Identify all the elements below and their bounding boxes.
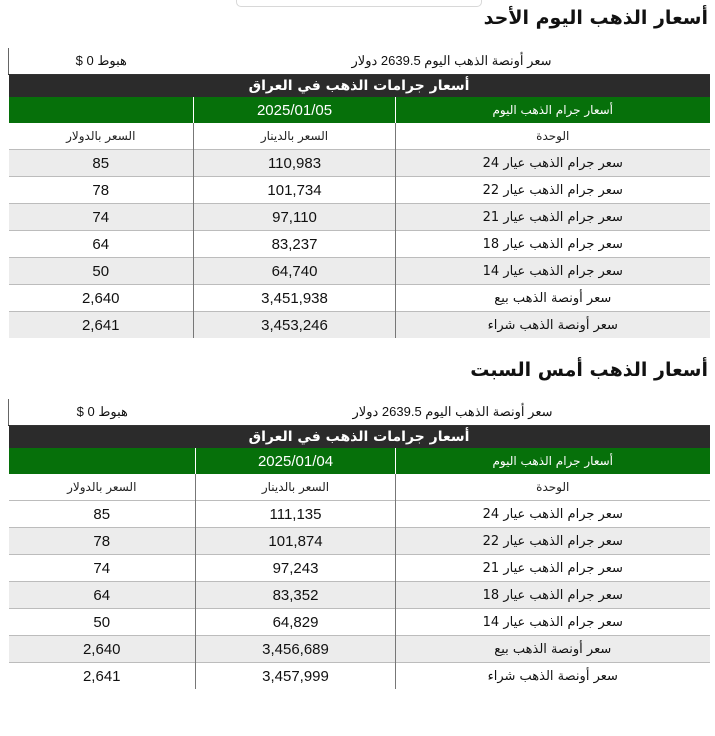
table-row: [9, 555, 710, 582]
green-empty-cell: [9, 448, 196, 474]
table-row: [9, 609, 710, 636]
column-header-dinar: السعر بالدينار: [196, 474, 396, 501]
dinar-price-cell: 64,829: [196, 609, 396, 636]
usd-price-cell: 64: [9, 231, 194, 258]
unit-cell: سعر أونصة الذهب شراء: [396, 312, 710, 339]
section-heading-saturday: أسعار الذهب أمس السبت: [470, 359, 708, 381]
unit-cell: سعر جرام الذهب عيار 21: [396, 204, 710, 231]
date-header-row: [9, 97, 710, 123]
price-change-text: هبوط 0 $: [9, 48, 194, 75]
dinar-price-cell: 111,135: [196, 501, 396, 528]
unit-cell: سعر جرام الذهب عيار 24: [396, 150, 710, 177]
unit-cell: سعر أونصة الذهب بيع: [396, 285, 710, 312]
column-header-usd: السعر بالدولار: [9, 123, 194, 150]
column-header-row: [9, 123, 710, 150]
ounce-price-text: سعر أونصة الذهب اليوم 2639.5 دولار: [194, 48, 710, 75]
unit-cell: سعر جرام الذهب عيار 22: [396, 177, 710, 204]
usd-price-cell: 74: [9, 555, 196, 582]
gram-prices-label: أسعار جرام الذهب اليوم: [396, 97, 710, 123]
unit-cell: سعر جرام الذهب عيار 21: [396, 555, 710, 582]
dinar-price-cell: 110,983: [194, 150, 396, 177]
price-change-text: هبوط 0 $: [9, 399, 196, 426]
unit-cell: سعر جرام الذهب عيار 24: [396, 501, 710, 528]
usd-price-cell: 78: [9, 528, 196, 555]
usd-price-cell: 85: [9, 150, 194, 177]
dinar-price-cell: 3,457,999: [196, 663, 396, 690]
unit-cell: سعر جرام الذهب عيار 18: [396, 231, 710, 258]
dinar-price-cell: 101,874: [196, 528, 396, 555]
gold-prices-table-sunday: [8, 48, 710, 338]
unit-cell: سعر جرام الذهب عيار 14: [396, 609, 710, 636]
section-heading-sunday: أسعار الذهب اليوم الأحد: [483, 7, 708, 29]
column-header-usd: السعر بالدولار: [9, 474, 196, 501]
table-row: [9, 231, 710, 258]
table-row: [9, 204, 710, 231]
dinar-price-cell: 3,451,938: [194, 285, 396, 312]
table-row: [9, 636, 710, 663]
dinar-price-cell: 64,740: [194, 258, 396, 285]
column-header-dinar: السعر بالدينار: [194, 123, 396, 150]
table-title: أسعار جرامات الذهب في العراق: [9, 75, 710, 98]
price-date: 2025/01/05: [194, 97, 396, 123]
ounce-summary-row: [9, 399, 710, 426]
table-row: [9, 663, 710, 690]
price-date: 2025/01/04: [196, 448, 396, 474]
table-title-row: [9, 75, 710, 98]
usd-price-cell: 2,641: [9, 663, 196, 690]
usd-price-cell: 2,640: [9, 285, 194, 312]
date-header-row: [9, 448, 710, 474]
usd-price-cell: 2,641: [9, 312, 194, 339]
unit-cell: سعر أونصة الذهب شراء: [396, 663, 710, 690]
unit-cell: سعر أونصة الذهب بيع: [396, 636, 710, 663]
dinar-price-cell: 83,237: [194, 231, 396, 258]
dinar-price-cell: 3,456,689: [196, 636, 396, 663]
top-search-box-edge[interactable]: [236, 0, 482, 7]
gram-prices-label: أسعار جرام الذهب اليوم: [396, 448, 710, 474]
table-row: [9, 501, 710, 528]
column-header-unit: الوحدة: [396, 474, 710, 501]
ounce-price-text: سعر أونصة الذهب اليوم 2639.5 دولار: [196, 399, 710, 426]
unit-cell: سعر جرام الذهب عيار 22: [396, 528, 710, 555]
column-header-unit: الوحدة: [396, 123, 710, 150]
table-row: [9, 582, 710, 609]
usd-price-cell: 2,640: [9, 636, 196, 663]
usd-price-cell: 50: [9, 609, 196, 636]
dinar-price-cell: 83,352: [196, 582, 396, 609]
table-row: [9, 177, 710, 204]
unit-cell: سعر جرام الذهب عيار 18: [396, 582, 710, 609]
dinar-price-cell: 3,453,246: [194, 312, 396, 339]
usd-price-cell: 64: [9, 582, 196, 609]
table-row: [9, 312, 710, 339]
table-title-row: [9, 426, 710, 449]
table-row: [9, 258, 710, 285]
dinar-price-cell: 97,243: [196, 555, 396, 582]
unit-cell: سعر جرام الذهب عيار 14: [396, 258, 710, 285]
usd-price-cell: 85: [9, 501, 196, 528]
gold-prices-table-saturday: [8, 399, 710, 689]
dinar-price-cell: 97,110: [194, 204, 396, 231]
table-title: أسعار جرامات الذهب في العراق: [9, 426, 710, 449]
usd-price-cell: 50: [9, 258, 194, 285]
column-header-row: [9, 474, 710, 501]
ounce-summary-row: [9, 48, 710, 75]
usd-price-cell: 78: [9, 177, 194, 204]
table-row: [9, 528, 710, 555]
table-row: [9, 150, 710, 177]
table-row: [9, 285, 710, 312]
green-empty-cell: [9, 97, 194, 123]
usd-price-cell: 74: [9, 204, 194, 231]
dinar-price-cell: 101,734: [194, 177, 396, 204]
